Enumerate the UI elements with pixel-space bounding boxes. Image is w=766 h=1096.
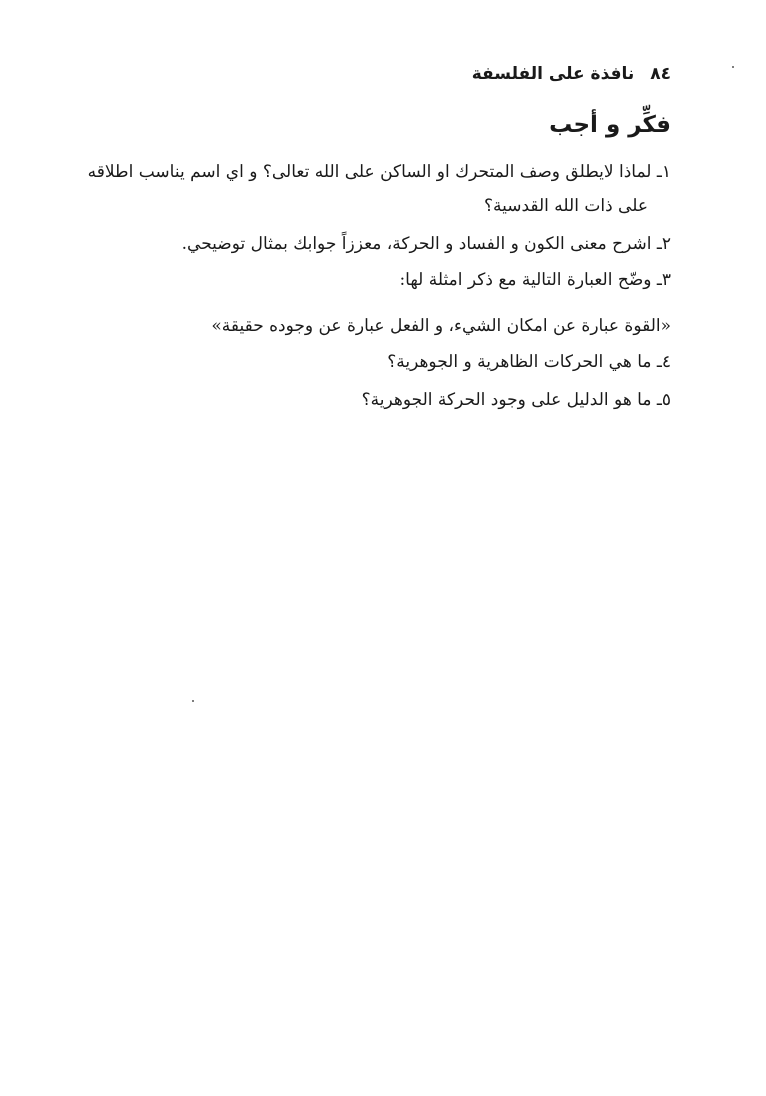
- section-title: فكِّر و أجب: [549, 112, 671, 138]
- question-5: ٥ـ ما هو الدليل على وجود الحركة الجوهرية؟: [361, 390, 671, 410]
- question-1-line-1: ١ـ لماذا لايطلق وصف المتحرك او الساكن على الله تعالى؟ و اي اسم يناسب اطلاقه: [87, 162, 671, 182]
- question-4: ٤ـ ما هي الحركات الظاهرية و الجوهرية؟: [387, 352, 671, 372]
- scan-speck: [732, 66, 734, 68]
- question-1-line-2: على ذات الله القدسية؟: [483, 196, 648, 216]
- question-3: ٣ـ وضّح العبارة التالية مع ذكر امثلة لها:: [399, 270, 671, 290]
- page-number: ٨٤: [650, 64, 671, 84]
- book-title: نافذة على الفلسفة: [471, 64, 635, 84]
- running-header: [472, 64, 671, 84]
- scan-speck: [192, 700, 194, 702]
- question-3-quote: «القوة عبارة عن امكان الشيء، و الفعل عبارة عن وجوده حقيقة»: [211, 316, 671, 336]
- question-2: ٢ـ اشرح معنى الكون و الفساد و الحركة، معززاً جوابك بمثال توضيحي.: [181, 234, 671, 254]
